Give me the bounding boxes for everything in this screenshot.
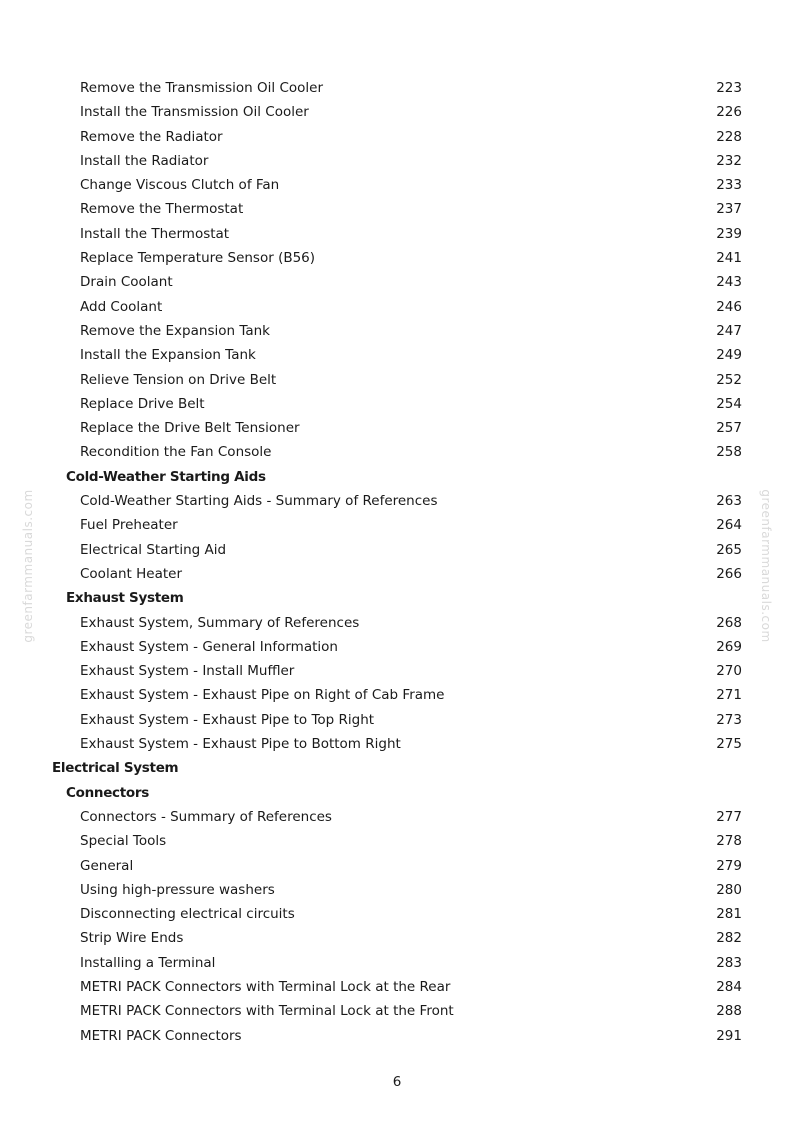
toc-entry-page: 280	[716, 881, 742, 898]
toc-entry-title: Install the Radiator	[80, 152, 209, 169]
toc-entry-page: 275	[716, 736, 742, 753]
toc-entry[interactable]	[0, 902, 794, 926]
toc-entry-page: 270	[716, 663, 742, 680]
toc-entry-page: 283	[716, 954, 742, 971]
toc-entry-page: 281	[716, 906, 742, 923]
toc-entry-page: 278	[716, 833, 742, 850]
toc-entry-title: Replace the Drive Belt Tensioner	[80, 420, 300, 437]
toc-entry[interactable]	[0, 999, 794, 1023]
toc-entry-title: Replace Temperature Sensor (B56)	[80, 250, 316, 267]
toc-entry-title: Remove the Radiator	[80, 128, 223, 145]
toc-entry-page: 232	[716, 152, 742, 169]
toc-entry-title: Fuel Preheater	[80, 517, 178, 534]
toc-entry-title: METRI PACK Connectors with Terminal Lock at the Rear	[80, 978, 451, 995]
toc-entry-title: Install the Transmission Oil Cooler	[80, 104, 309, 121]
toc-entry-page: 288	[716, 1003, 742, 1020]
toc-entry-title: Recondition the Fan Console	[80, 444, 272, 461]
toc-entry[interactable]	[0, 659, 794, 683]
toc-entry-page: 246	[716, 298, 742, 315]
toc-entry-page: 273	[716, 711, 742, 728]
toc-entry-title: Electrical Starting Aid	[80, 541, 227, 558]
toc-section-heading[interactable]	[0, 781, 794, 805]
toc-entry-title: Special Tools	[80, 833, 167, 850]
toc-entry-title: Change Viscous Clutch of Fan	[80, 177, 280, 194]
toc-entry-page: 269	[716, 638, 742, 655]
toc-entry[interactable]	[0, 854, 794, 878]
toc-entry-title: Exhaust System - Exhaust Pipe to Top Right	[80, 711, 375, 728]
toc-entry-page: 233	[716, 177, 742, 194]
toc-entry-page: 265	[716, 541, 742, 558]
toc-entry-title: Relieve Tension on Drive Belt	[80, 371, 277, 388]
toc-entry-page: 271	[716, 687, 742, 704]
toc-entry-page: 243	[716, 274, 742, 291]
toc-entry[interactable]	[0, 343, 794, 367]
toc-entry[interactable]	[0, 635, 794, 659]
watermark-right: greenfarmmanuals.com	[759, 489, 773, 643]
toc-section-heading[interactable]	[0, 756, 794, 780]
toc-entry[interactable]	[0, 683, 794, 707]
toc-entry-page: 237	[716, 201, 742, 218]
toc-entry[interactable]	[0, 708, 794, 732]
toc-entry[interactable]	[0, 392, 794, 416]
toc-entry-page: 252	[716, 371, 742, 388]
toc-entry-page: 239	[716, 225, 742, 242]
toc-entry[interactable]	[0, 513, 794, 537]
toc-entry-page: 291	[716, 1027, 742, 1044]
toc-entry[interactable]	[0, 270, 794, 294]
toc-entry[interactable]	[0, 125, 794, 149]
toc-entry-title: Electrical System	[52, 760, 179, 777]
watermark-left: greenfarmmanuals.com	[21, 489, 35, 643]
toc-entry[interactable]	[0, 173, 794, 197]
toc-entry-page: 284	[716, 978, 742, 995]
toc-entry-title: Using high-pressure washers	[80, 881, 275, 898]
toc-entry[interactable]	[0, 562, 794, 586]
toc-entry[interactable]	[0, 829, 794, 853]
toc-entry[interactable]	[0, 489, 794, 513]
toc-entry-title: Disconnecting electrical circuits	[80, 906, 295, 923]
toc-entry[interactable]	[0, 611, 794, 635]
toc-entry-title: Cold-Weather Starting Aids - Summary of References	[80, 493, 438, 510]
toc-entry[interactable]	[0, 295, 794, 319]
toc-entry-title: General	[80, 857, 134, 874]
toc-entry-title: Connectors - Summary of References	[80, 808, 332, 825]
toc-entry-title: Strip Wire Ends	[80, 930, 184, 947]
toc-entry-title: Drain Coolant	[80, 274, 173, 291]
toc-entry-title: Remove the Expansion Tank	[80, 322, 270, 339]
toc-entry-title: Remove the Transmission Oil Cooler	[80, 80, 323, 96]
toc-entry-title: METRI PACK Connectors with Terminal Lock at the Front	[80, 1003, 454, 1020]
toc-entry[interactable]	[0, 100, 794, 124]
toc-entry[interactable]	[0, 416, 794, 440]
toc-entry-title: Install the Expansion Tank	[80, 347, 256, 364]
toc-entry[interactable]	[0, 805, 794, 829]
toc-entry-title: Replace Drive Belt	[80, 395, 205, 412]
toc-entry[interactable]	[0, 197, 794, 221]
toc-entry[interactable]	[0, 246, 794, 270]
toc-entry-page: 268	[716, 614, 742, 631]
toc-entry-page: 254	[716, 395, 742, 412]
toc-entry-title: Cold-Weather Starting Aids	[66, 468, 266, 485]
toc-entry-title: Exhaust System - Install Muffler	[80, 663, 295, 680]
toc-entry[interactable]	[0, 76, 794, 100]
toc-entry[interactable]	[0, 878, 794, 902]
toc-entry[interactable]	[0, 368, 794, 392]
toc-entry-page: 228	[716, 128, 742, 145]
toc-entry[interactable]	[0, 440, 794, 464]
toc-entry[interactable]	[0, 926, 794, 950]
toc-section-heading[interactable]	[0, 586, 794, 610]
toc-entry[interactable]	[0, 149, 794, 173]
toc-section-heading[interactable]	[0, 465, 794, 489]
toc-entry[interactable]	[0, 1024, 794, 1048]
toc-entry[interactable]	[0, 538, 794, 562]
toc-entry-page: 226	[716, 104, 742, 121]
toc-entry-title: Exhaust System, Summary of References	[80, 614, 360, 631]
toc-entry-page: 277	[716, 808, 742, 825]
toc-entry-page: 279	[716, 857, 742, 874]
table-of-contents	[0, 76, 794, 1048]
toc-entry[interactable]	[0, 222, 794, 246]
toc-entry-title: Exhaust System - Exhaust Pipe to Bottom Right	[80, 736, 401, 753]
toc-entry-title: Add Coolant	[80, 298, 163, 315]
toc-entry-page: 266	[716, 565, 742, 582]
toc-entry-title: Exhaust System - Exhaust Pipe on Right of Cab Frame	[80, 687, 445, 704]
toc-entry-title: Remove the Thermostat	[80, 201, 244, 218]
page-number: 6	[392, 1074, 402, 1090]
toc-entry[interactable]	[0, 732, 794, 756]
toc-entry-page: 257	[716, 420, 742, 437]
toc-entry-page: 264	[716, 517, 742, 534]
toc-entry-title: Install the Thermostat	[80, 225, 230, 242]
toc-entry-page: 263	[716, 493, 742, 510]
toc-entry-page: 241	[716, 250, 742, 267]
toc-entry[interactable]	[0, 951, 794, 975]
toc-entry-title: Coolant Heater	[80, 565, 182, 582]
toc-entry-page: 258	[716, 444, 742, 461]
toc-entry[interactable]	[0, 975, 794, 999]
toc-entry-title: Exhaust System - General Information	[80, 638, 338, 655]
toc-entry-page: 282	[716, 930, 742, 947]
toc-entry-title: Connectors	[66, 784, 149, 801]
toc-entry-page: 247	[716, 322, 742, 339]
toc-entry-title: Installing a Terminal	[80, 954, 216, 971]
toc-entry[interactable]	[0, 319, 794, 343]
toc-entry-page: 249	[716, 347, 742, 364]
toc-entry-page: 223	[716, 80, 742, 96]
toc-entry-title: METRI PACK Connectors	[80, 1027, 242, 1044]
toc-entry-title: Exhaust System	[66, 590, 184, 607]
